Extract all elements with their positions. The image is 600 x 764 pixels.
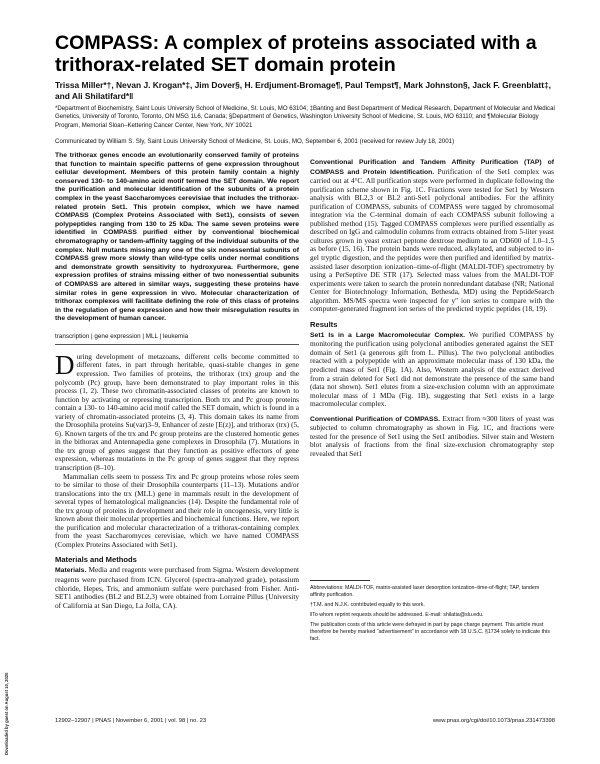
page-footer: [55, 717, 555, 727]
footnote-equal-contribution: †T.M. and N.J.K. contributed equally to this work.: [310, 602, 425, 608]
footnote-divider: [310, 580, 370, 581]
right-body: [310, 158, 554, 459]
set1-runin: Set1 Is in a Large Macromolecular Complex.: [310, 331, 466, 339]
conv-tap-paragraph: [310, 158, 554, 314]
materials-paragraph: [55, 566, 299, 610]
results-heading: Results: [310, 319, 338, 329]
methods-heading: Materials and Methods: [55, 555, 137, 565]
conv-purification-paragraph: [310, 415, 554, 459]
footer-doi[interactable]: www.pnas.org/cgi/doi/10.1073/pnas.231473398: [432, 718, 555, 724]
intro-paragraph-1: uring development of metazoans, different cells become committed to different fates, in part through heritable, quasi-stable changes in gene expression. Two families of proteins, the trithorax (trx) group and the polycomb (Pc) group, have been demonstrated to play important roles in this process (1, 2). These two chromatin-associated classes of proteins are known to function by activating or repressing transcription. Both trx and Pc group proteins contain a 130- to 140-amino acid motif called the SET domain, which is found in a variety of chromatin-associated proteins (3, 4). This domain takes its name from the Drosophila proteins Su(var)3–9, Enhancer of zeste [E(z)], and trithorax (trx) (5, 6). Known targets of the trx and Pc group proteins are the clustered homeotic genes in the bithorax and Antennapedia gene complexes in Drosophila (7). Mutations in the trx group of genes suggest that they function as positive effectors of gene expression, whereas mutations in the Pc group of genes suggest that they repress transcription (8–10).: [55, 351, 299, 472]
keywords: transcription | gene expression | MLL | leukemia: [55, 332, 189, 340]
affiliations: *Department of Biochemistry, Saint Louis University School of Medicine, St. Louis, MO 63104; ‡Banting and Best Department of Medical Research, Department of Molecular and Medical Genetics, University of Toronto, Toronto, ON M5G 1L6, Canada; §Department of Genetics, Washington University School of Medicine, St. Louis, MO 63110; and ¶Molecular Biology Program, Memorial Sloan–Kettering Cancer Center, New York, NY 10021: [55, 105, 555, 129]
author-list: Trissa Miller*†, Nevan J. Krogan*‡, Jim Dover§, H. Erdjument-Bromage¶, Paul Tempst¶, Mark Johnston§, Jack F. Greenblatt‡, and Ali Shilatifard*‖: [55, 80, 551, 101]
right-column: [310, 152, 554, 459]
conv-purification-runin: Conventional Purification of COMPASS.: [310, 415, 440, 423]
conv-tap-text: Purification of the Set1 complex was carried out at 4°C. All purification steps were performed in duplicate following the purification scheme shown in Fig. 1C. Fractions were tested for Set1 by Western analysis with BL2,3 or BL2 anti-Set1 polyclonal antibodies. For the affinity purification of COMPASS, subunits of COMPASS were tagged by chromosomal integration via the C-terminal domain of each COMPASS subunit following a published method (15). Tagged COMPASS complexes were purified essentially as described on IgG and calmodulin columns from extracts obtained from 5-liter yeast cultures grown in yeast extract peptone dextrose medium to an OD600 of 1.0–1.5 as before (15, 16). The protein bands were reduced, alkylated, and subjected to in-gel tryptic digestion, and the peptides were then purified and identified by matrix-assisted laser desorption ionization–time-of-flight (MALDI-TOF) spectrometry by using a PerSeptive DE STR (17). Selected mass values from the MALDI-TOF experiments were taken to search the protein nonredundant database (NR; National Center for Biotechnology Information, Bethesda, MD) using the PeptideSearch algorithm. MS/MS spectra were inspected for y″ ion series to compare with the computer-generated fragment ion series of the predicted tryptic peptides (18, 19).: [310, 166, 554, 314]
materials-text: Media and reagents were purchased from Sigma. Western development reagents were purchased from ICN. Glycerol (spectra-analyzed grade), potassium chloride, Hepes, Tris, and ammonium sulfate were purchased from Fisher. Anti-SET1 antibodies (BL2 and BL2,3) were obtained from Lorraine Pillus (University of California at San Diego, La Jolla, CA).: [55, 565, 300, 610]
conv-purification-text: Extract from ≈300 liters of yeast was subjected to column chromatography as shown in Fig. 1C, and fractions were tested for the presence of Set1 using the Set1 antibodies. Silver stain and Western blot analysis of fractions from the final size-exclusion chromatography step revealed that Set1: [310, 413, 555, 458]
footnote-abbreviations: Abbreviations: MALDI-TOF, matrix-assisted laser desorption ionization–time-of-flight; TAP, tandem affinity purification.: [310, 585, 540, 598]
download-watermark: [3, 600, 13, 760]
set1-paragraph: [310, 331, 554, 409]
abstract-divider: [55, 344, 299, 345]
communicated-by: Communicated by William S. Sly, Saint Louis University School of Medicine, St. Louis, MO, September 6, 2001 (received for review July 18, 2001): [55, 138, 455, 145]
intro-paragraph-2: Mammalian cells seem to possess Trx and Pc group proteins whose roles seem to be similar to those of their Drosophila counterparts (11–13). Mutations and/or translocations into the trx (MLL) gene in mammals result in the development of several types of hematological malignancies (14). Despite the fundamental role of the trx group of proteins in development and their role in oncogenesis, very little is known about their molecular properties and biochemical functions. Here, we report the purification and molecular characterization of a trithorax-containing complex from the yeast Saccharomyces cerevisiae, which we have named COMPASS (Complex Proteins Associated with Set1).: [55, 471, 299, 549]
footnote-publication-cost: The publication costs of this article were defrayed in part by page charge payment. This article must therefore be hereby marked “advertisement” in accordance with 18 U.S.C. §1734 solely to indicate this fact.: [310, 622, 550, 642]
set1-text: We purified COMPASS by monitoring the purification using polyclonal antibodies generated against the SET domain of Set1 (a generous gift from L. Pillus). The two polyclonal antibodies reacted with a polypeptide with an approximate molecular mass of 130 kDa, the predicted mass of Set1 (Fig. 1A). Also, Western analysis of the extract derived from a strain deleted for Set1 did not demonstrate the presence of the same band (data not shown). Set1 elutes from a size-exclusion column with an approximate molecular mass of 1 MDa (Fig. 1B), suggesting that Set1 exists in a large macromolecular complex.: [310, 329, 555, 409]
introduction: [55, 349, 300, 610]
article-title: COMPASS: A complex of proteins associated with a trithorax-related SET domain protein: [55, 32, 537, 76]
conv-tap-runin: Conventional Purification and Tandem Affinity Purification (TAP) of COMPASS and Protein Identification.: [310, 159, 554, 176]
footer-citation: 12902–12907 | PNAS | November 6, 2001 | vol. 98 | no. 23: [55, 718, 207, 724]
footnote-reprints: ‖To whom reprint requests should be addressed. E-mail: shilatia@slu.edu.: [310, 612, 484, 618]
download-watermark-text: Downloaded by guest on August 10, 2020: [4, 672, 9, 755]
drop-cap: D: [55, 349, 75, 380]
left-column: [55, 152, 299, 610]
abstract: The trithorax genes encode an evolutionarily conserved family of proteins that function to maintain specific patterns of gene expression throughout cellular development. Members of this protein family contain a highly conserved 130- to 140-amino acid motif termed the SET domain. We report the purification and molecular identification of the subunits of a protein complex in the yeast Saccharomyces cerevisiae that includes the trithorax-related protein Set1. This protein complex, which we have named COMPASS (Complex Proteins Associated with Set1), consists of seven polypeptides ranging from 130 to 25 kDa. The same seven proteins were identified in COMPASS purified either by conventional biochemical chromatography or tandem-affinity tagging of the individual subunits of the complex. Null mutants missing any one of the six nonessential subunits of COMPASS grew more slowly than wild-type cells under normal conditions and demonstrate growth sensitivity to hydroxyurea. Furthermore, gene expression profiles of strains missing either of two nonessential subunits of COMPASS are altered in similar ways, suggesting these proteins have similar roles in gene expression in vivo. Molecular characterization of trithorax complexes will facilitate defining the role of this class of proteins in the regulation of gene expression and how their misregulation results in the development of human cancer.: [55, 152, 299, 323]
footnotes: [310, 585, 554, 646]
materials-runin: Materials.: [55, 567, 87, 575]
